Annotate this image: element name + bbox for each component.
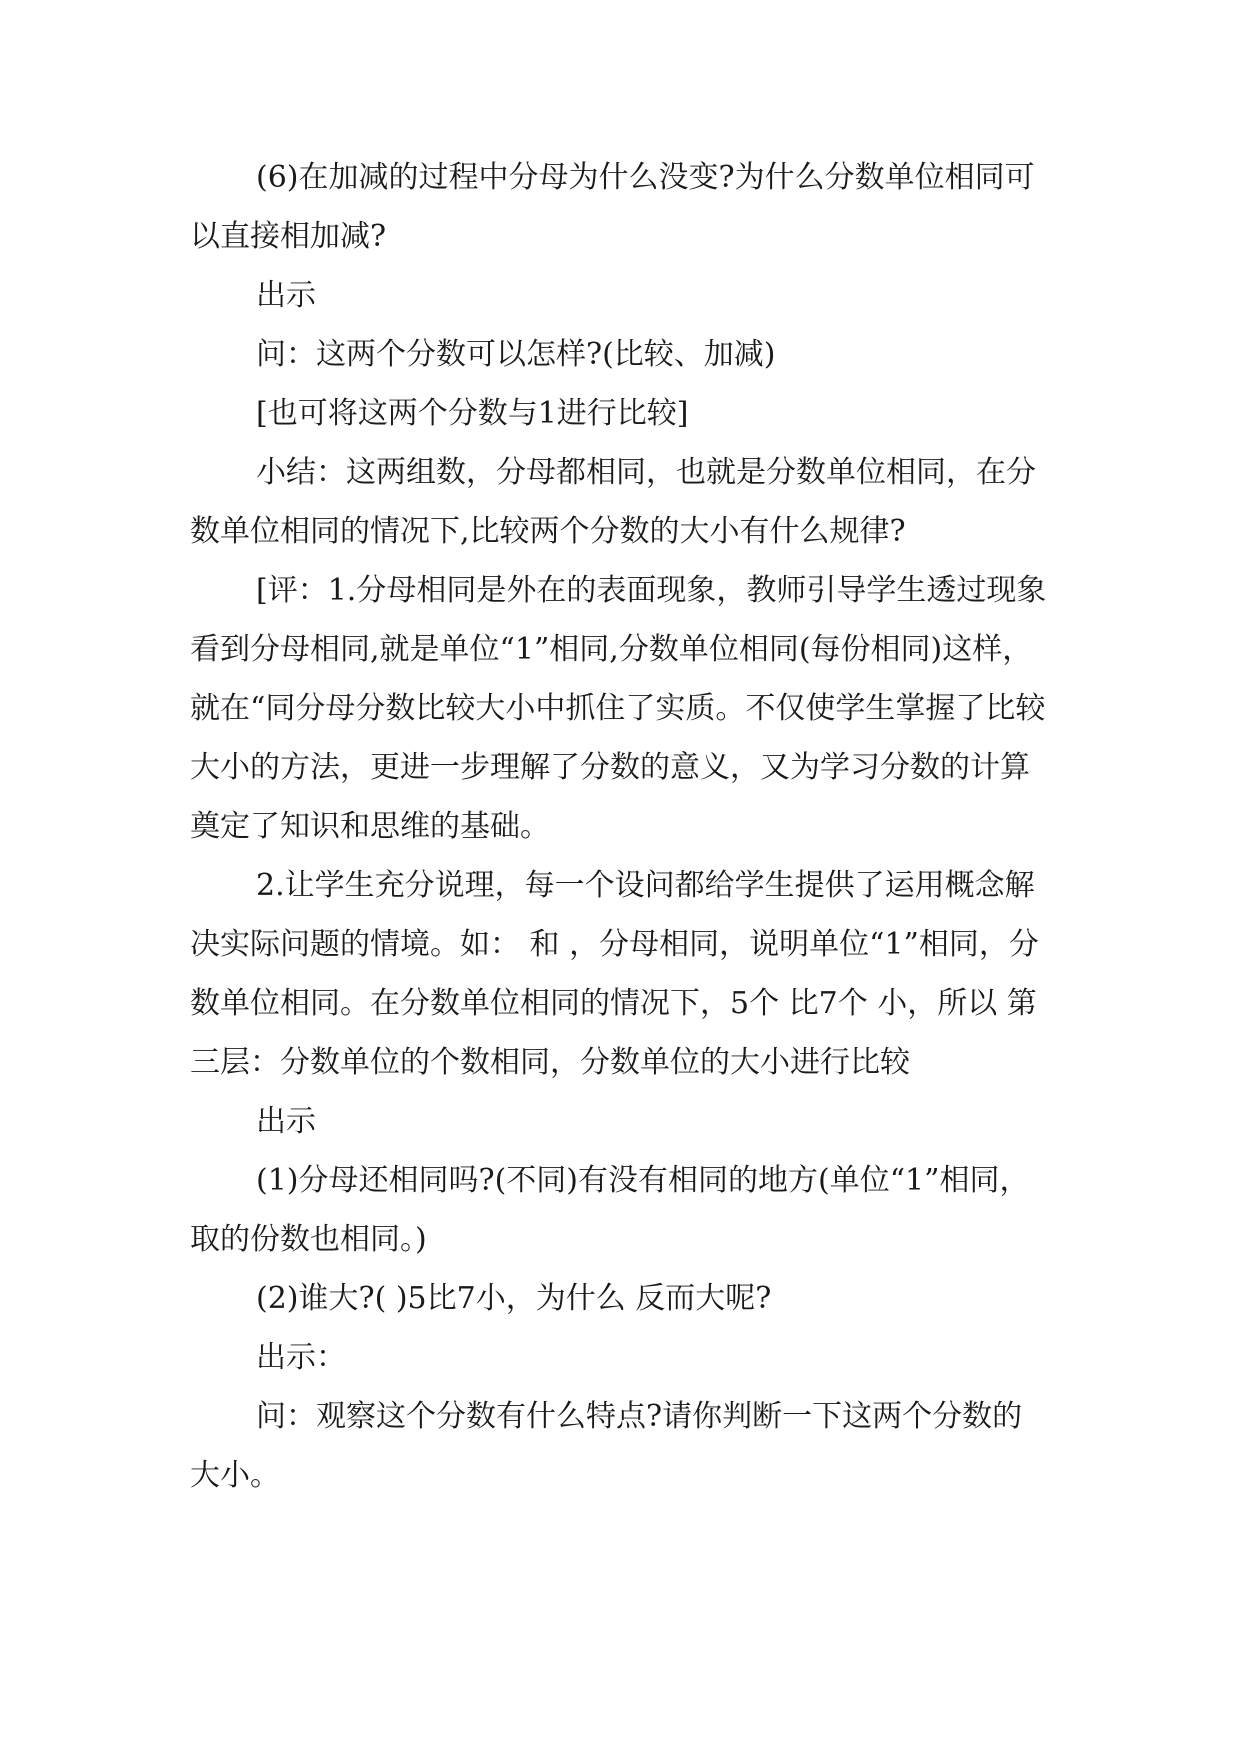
paragraph-q2: (2)谁大?( )5比7小，为什么 反而大呢? (256, 1281, 772, 1316)
body-text (190, 148, 1050, 1505)
paragraph-comment-2: 2.让学生充分说理，每一个设问都给学生提供了运用概念解决实际问题的情境。如： 和 ，分母相同，说明单位“1”相同，分数单位相同。在分数单位相同的情况下，5个 比7个 小，所以 第三层：分数单位的个数相同，分数单位的大小进行比较 (190, 868, 1039, 1080)
paragraph-show-3: 出示： (256, 1340, 346, 1375)
paragraph-comment-1: [评：1.分母相同是外在的表面现象，教师引导学生透过现象看到分母相同,就是单位“1”相同,分数单位相同(每份相同)这样，就在“同分母分数比较大小中抓住了实质。不仅使学生掌握了比较大小的方法，更进一步理解了分数的意义，又为学习分数的计算奠定了知识和思维的基础。 (190, 573, 1047, 844)
paragraph-q1: (1)分母还相同吗?(不同)有没有相同的地方(单位“1”相同，取的份数也相同。) (190, 1163, 1030, 1257)
paragraph-question-1: 问：这两个分数可以怎样?(比较、加减) (256, 337, 776, 372)
paragraph-q6: (6)在加减的过程中分母为什么没变?为什么分数单位相同可以直接相加减? (190, 160, 1035, 254)
paragraph-show-1: 出示 (256, 278, 316, 313)
paragraph-compare-with-one: [也可将这两个分数与1进行比较] (256, 396, 689, 431)
paragraph-question-2: 问：观察这个分数有什么特点?请你判断一下这两个分数的大小。 (190, 1399, 1023, 1493)
paragraph-show-2: 出示 (256, 1104, 316, 1139)
paragraph-summary: 小结：这两组数，分母都相同，也就是分数单位相同，在分数单位相同的情况下,比较两个分数的大小有什么规律? (190, 455, 1036, 549)
